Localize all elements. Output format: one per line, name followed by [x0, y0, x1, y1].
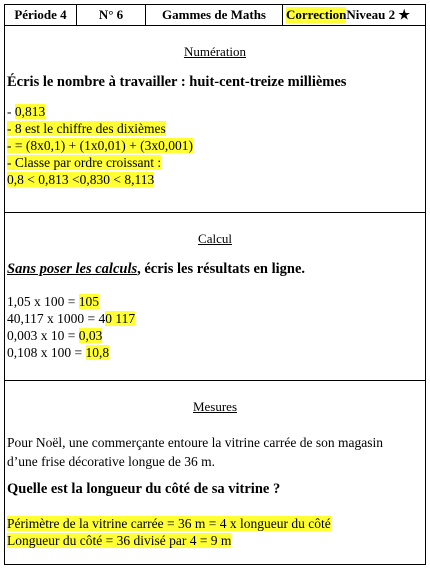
- section-title: Calcul: [198, 231, 232, 246]
- highlighted-answer: - = (8x0,1) + (1x0,01) + (3x0,001): [7, 138, 193, 153]
- answer-line: [7, 344, 425, 361]
- highlighted-answer: 0,03: [78, 328, 103, 343]
- question-rest: , écris les résultats en ligne.: [137, 261, 306, 277]
- line-prefix: 0,003 x 10 =: [7, 328, 79, 343]
- line-prefix: 1,05 x 100 =: [7, 294, 79, 309]
- highlighted-answer: 105: [78, 294, 99, 309]
- niveau-label: Niveau 2 ★: [346, 7, 411, 22]
- calcul-section: [5, 213, 425, 381]
- highlighted-answer: Longueur du côté = 36 divisé par 4 = 9 m: [7, 533, 232, 548]
- correction-label: Correction: [286, 7, 347, 22]
- answer-line: [7, 327, 425, 344]
- answer-line: [7, 120, 425, 137]
- niveau-cell: [283, 5, 425, 25]
- highlighted-answer: 0,813: [14, 104, 46, 119]
- numero-cell: N° 6: [77, 5, 146, 25]
- numeration-section: [5, 26, 425, 213]
- answer-line: [7, 532, 425, 549]
- answer-lines: [5, 515, 425, 549]
- worksheet-header: [5, 5, 425, 26]
- question: Quelle est la longueur du côté de sa vitrine ?: [7, 481, 281, 497]
- section-title: Numération: [183, 44, 247, 59]
- answer-line: [7, 515, 425, 532]
- answer-lines: [5, 103, 425, 188]
- answer-line: [7, 310, 425, 327]
- highlighted-answer: Périmètre de la vitrine carrée = 36 m = 4 x longueur du côté: [7, 516, 331, 531]
- highlighted-answer: 10,8: [85, 345, 110, 360]
- periode-cell: Période 4: [5, 5, 77, 25]
- highlighted-answer: 0 117: [105, 311, 136, 326]
- answer-lines: [5, 293, 425, 361]
- problem-statement: Pour Noël, une commerçante entoure la vitrine carrée de son magasin d’une frise décorative longue de 36 m.: [7, 435, 383, 469]
- section-title: Mesures: [192, 399, 238, 414]
- answer-line: [7, 103, 425, 120]
- question: Écris le nombre à travailler : huit-cent-treize millièmes: [7, 74, 347, 90]
- question-emphasis: Sans poser les calculs: [7, 261, 138, 277]
- question: [5, 261, 425, 278]
- answer-line: [7, 154, 425, 171]
- mesures-section: [5, 381, 425, 565]
- line-prefix: 40,117 x 1000 = 4: [7, 311, 106, 326]
- title-cell: Gammes de Maths: [146, 5, 283, 25]
- worksheet: [4, 4, 426, 565]
- highlighted-answer: 0,8 < 0,813 <0,830 < 8,113: [7, 172, 155, 187]
- highlighted-answer: - Classe par ordre croissant :: [7, 155, 162, 170]
- highlighted-answer: - 8 est le chiffre des dixièmes: [7, 121, 166, 136]
- answer-line: [7, 293, 425, 310]
- line-prefix: 0,108 x 100 =: [7, 345, 86, 360]
- answer-line: [7, 171, 425, 188]
- answer-line: [7, 137, 425, 154]
- line-prefix: -: [7, 104, 15, 119]
